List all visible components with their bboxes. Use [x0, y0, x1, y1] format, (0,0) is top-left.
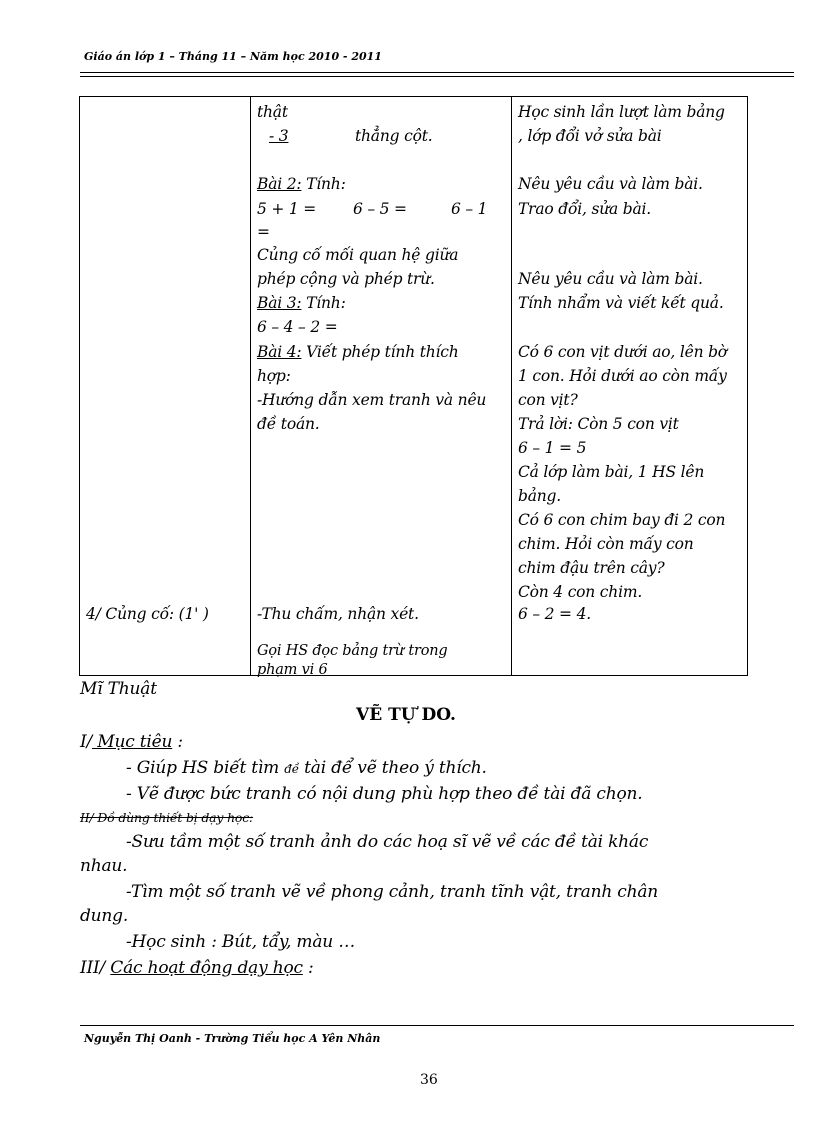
bai3-label: Bài 3:: [257, 294, 302, 312]
text-line: Cả lớp làm bài, 1 HS lên: [518, 463, 705, 481]
text-line: phép cộng và phép trừ.: [257, 270, 435, 288]
text-line: thật: [257, 103, 288, 121]
text-line: Trao đổi, sửa bài.: [518, 200, 652, 218]
equation: 6 – 4 – 2 =: [257, 318, 338, 336]
header-rule: [80, 72, 794, 73]
equipment-line: -Sưu tầm một số tranh ảnh do các hoạ sĩ vẽ về các đề tài khác: [126, 832, 649, 852]
table-col-teacher: [251, 97, 512, 676]
table-col-student: [512, 97, 748, 676]
text-line: 1 con. Hỏi dưới ao còn mấy: [518, 367, 727, 385]
text-line: -Hướng dẫn xem tranh và nêu: [257, 391, 487, 409]
page-header: Giáo án lớp 1 – Tháng 11 – Năm học 2010 - 2011: [84, 50, 382, 63]
text-line: Nêu yêu cầu và làm bài.: [518, 175, 703, 193]
text-line: hợp:: [257, 367, 291, 385]
bai4-text: Viết phép tính thích: [301, 343, 459, 361]
text-line: Còn 4 con chim.: [518, 583, 643, 601]
bai4-label: Bài 4:: [257, 343, 302, 361]
bai3-line: [257, 294, 346, 312]
section-colon: :: [302, 958, 314, 978]
goal-line: [126, 758, 487, 778]
text-line: chim. Hỏi còn mấy con: [518, 535, 694, 553]
section-label: Mục tiêu: [92, 732, 173, 752]
bai2-text: Tính:: [301, 175, 346, 193]
text-line: Có 6 con chim bay đi 2 con: [518, 511, 726, 529]
equipment-line: -Học sinh : Bút, tẩy, màu …: [126, 932, 356, 952]
footer-rule: [80, 1025, 794, 1026]
table-col-time: [80, 97, 251, 676]
text-line: - 3: [269, 127, 289, 145]
equipment-line: dung.: [80, 906, 129, 926]
text-line: 6 – 1 = 5: [518, 439, 587, 457]
page-footer: Nguyễn Thị Oanh - Trường Tiểu học A Yên Nhân: [84, 1032, 381, 1045]
equation: 6 – 5 =: [353, 200, 407, 218]
text-line: phạm vi 6: [257, 662, 328, 678]
section-label: Các hoạt động dạy học: [110, 958, 303, 978]
text-line: 6 – 2 = 4.: [518, 605, 591, 623]
lesson-title: VẼ TỰ DO.: [356, 705, 456, 725]
goal-text: tài để vẽ theo ý thích.: [298, 758, 487, 778]
section-number: III/: [80, 958, 106, 978]
text-line: chim đậu trên cây?: [518, 559, 665, 577]
text-line: Học sinh lần lượt làm bảng: [518, 103, 725, 121]
subject-label: Mĩ Thuật: [80, 679, 157, 699]
section-number: I/: [80, 732, 93, 752]
section-objectives: [80, 732, 183, 752]
goal-text: - Giúp HS biết tìm: [126, 758, 285, 778]
goal-line: - Vẽ được bức tranh có nội dung phù hợp theo đề tài đã chọn.: [126, 784, 643, 804]
text-line: Củng cố mối quan hệ giữa: [257, 246, 459, 264]
equation: 5 + 1 =: [257, 200, 317, 218]
equation: =: [257, 223, 270, 241]
equation: 6 – 1: [451, 200, 488, 218]
section-activities: [80, 958, 314, 978]
lesson-table: [79, 96, 748, 676]
text-line: Có 6 con vịt dưới ao, lên bờ: [518, 343, 727, 361]
equipment-line: nhau.: [80, 856, 128, 876]
bai4-line: [257, 343, 459, 361]
page-number: 36: [420, 1072, 438, 1088]
text-line: con vịt?: [518, 391, 578, 409]
text-line: Tính nhẩm và viết kết quả.: [518, 294, 724, 312]
text-line: đề toán.: [257, 415, 320, 433]
equipment-line: -Tìm một số tranh vẽ về phong cảnh, tranh tĩnh vật, tranh chân: [126, 882, 659, 902]
section-colon: :: [172, 732, 183, 752]
bai3-text: Tính:: [301, 294, 346, 312]
text-line: thẳng cột.: [355, 127, 433, 145]
text-line: Trả lời: Còn 5 con vịt: [518, 415, 679, 433]
text-line: Nêu yêu cầu và làm bài.: [518, 270, 703, 288]
bai2-line: [257, 175, 346, 193]
header-rule-thin: [80, 76, 794, 77]
section-equipment: II/ Đồ dùng thiết bị dạy học:: [80, 810, 254, 825]
text-line: -Thu chấm, nhận xét.: [257, 605, 419, 623]
bai2-label: Bài 2:: [257, 175, 302, 193]
cung-co-label: 4/ Củng cố: (1' ): [86, 605, 209, 623]
text-line: bảng.: [518, 487, 561, 505]
text-line: Gọi HS đọc bảng trừ trong: [257, 643, 448, 659]
text-line: , lớp đổi vở sửa bài: [518, 127, 662, 145]
goal-text-small: đề: [284, 762, 299, 776]
